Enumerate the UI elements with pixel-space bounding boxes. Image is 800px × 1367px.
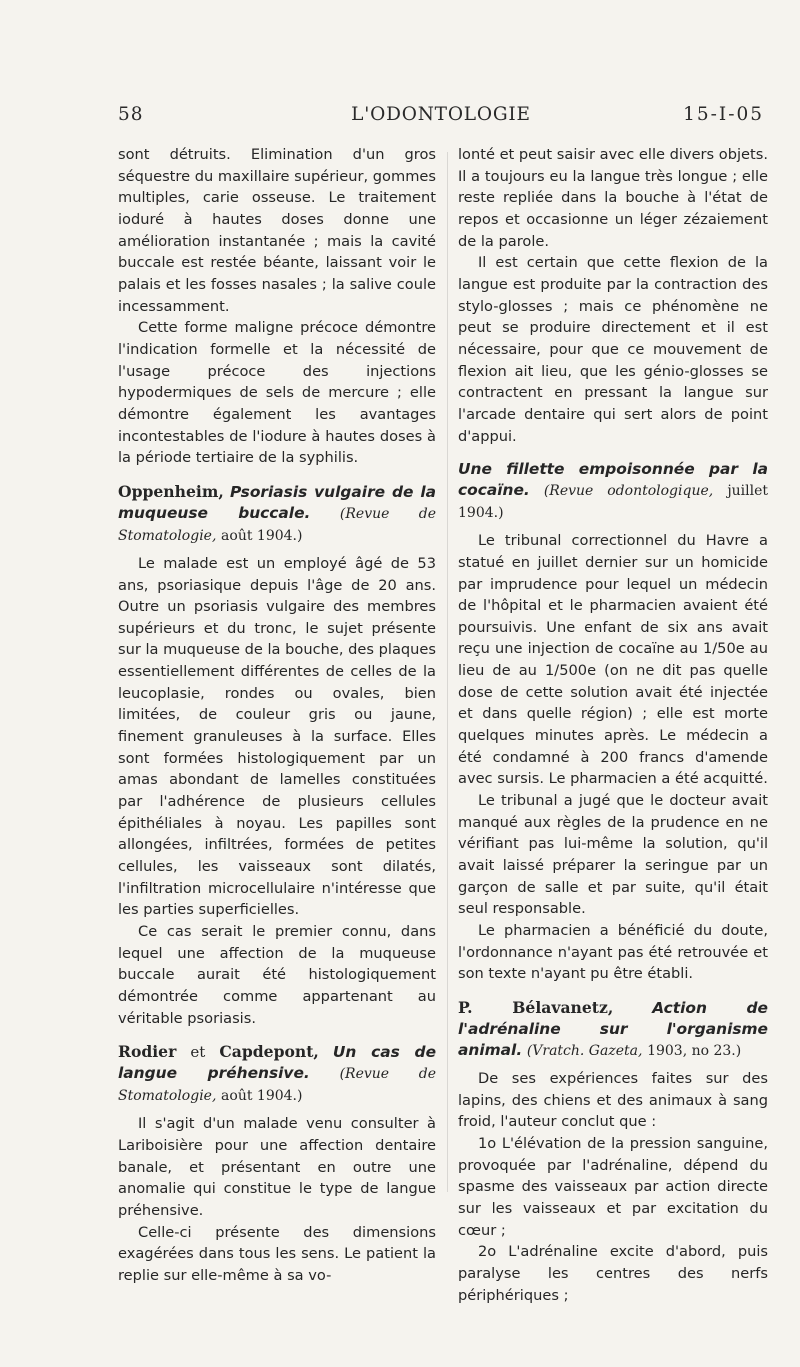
- article-heading-cocaine: [458, 459, 768, 524]
- running-header: [118, 104, 764, 134]
- article-source: (Revue de Stomatologie,: [118, 505, 436, 544]
- left-column: [118, 144, 436, 1287]
- paragraph: Il est certain que cette flexion de la langue est produite par la contraction des stylo-glosses ; mais ce phénomène ne peut se produire directement et il est nécessaire, pour que ce mouvement de flexion ait lieu, que les génio-glosses se contractent en pressant la langue sur l'arcade dentaire qui sert alors de point d'appui.: [458, 254, 768, 445]
- article-source: (Revue de Stomatologie,: [118, 1066, 436, 1105]
- paragraph: Le tribunal a jugé que le docteur avait manqué aux règles de la prudence en ne vérifiant pas lui-même la solution, qu'il avait laissé préparer la seringue par un garçon de salle et par suite, qu'il était seul responsable.: [458, 792, 768, 918]
- paragraph: sont détruits. Elimination d'un gros séquestre du maxillaire supérieur, gommes multiples, carie osseuse. Le traitement ioduré à hautes doses donne une amélioration instantanée ; mais la cavité buccale est restée béante, laissant voir le palais et les fosses nasales ; la salive coule incessamment.: [118, 146, 436, 315]
- paragraph: De ses expériences faites sur des lapins, des chiens et des animaux à sang froid, l'auteur conclut que :: [458, 1069, 768, 1131]
- article-author: Rodier: [118, 1042, 177, 1062]
- paragraph: Le pharmacien a bénéficié du doute, l'ordonnance n'ayant pas été retrouvée et son texte n'ayant pu être établi.: [458, 922, 768, 983]
- journal-title: L'ODONTOLOGIE: [351, 104, 531, 125]
- article-heading-oppenheim: [118, 481, 436, 547]
- paragraph: 2o L'adrénaline excite d'abord, puis paralyse les centres des nerfs périphériques ;: [458, 1243, 768, 1304]
- paragraph: Cette forme maligne précoce démontre l'indication formelle et la nécessité de l'usage précoce des injections hypodermiques de sels de mercure ; elle démontre également les avantages incontestables de l'iodure à hautes doses à la période tertiaire de la syphilis.: [118, 319, 436, 467]
- paragraph: Celle-ci présente des dimensions exagérées dans tous les sens. Le patient la replie sur elle-même à sa vo-: [118, 1223, 436, 1284]
- article-author: Oppenheim,: [118, 481, 224, 501]
- article-source: (Vratch. Gazeta,: [526, 1042, 643, 1059]
- article-author: P. Bélavanetz,: [458, 997, 614, 1017]
- article-title: Psoriasis vulgaire de la muqueuse buccale.: [118, 482, 436, 522]
- column-gutter: [447, 152, 448, 1192]
- paragraph: Il s'agit d'un malade venu consulter à Lariboisière pour une affection dentaire banale, et présentant en outre une anomalie qui constitue le type de langue préhensive.: [118, 1115, 436, 1219]
- article-title: Une fillette empoisonnée par la cocaïne.: [458, 460, 768, 500]
- issue-date: 15-I-05: [683, 104, 764, 125]
- article-date: août 1904.): [221, 1088, 303, 1105]
- paragraph: 1o L'élévation de la pression sanguine, provoquée par l'adrénaline, dépend du spasme des vaisseaux par action directe sur les vaisseaux et par excitation du cœur ;: [458, 1134, 768, 1239]
- paragraph: lonté et peut saisir avec elle divers objets. Il a toujours eu la langue très longue ; elle reste repliée dans la bouche à l'état de repos et occasionne un léger zézaiement de la parole.: [458, 146, 768, 250]
- conjunction: et: [190, 1043, 206, 1062]
- article-heading-rodier: [118, 1041, 436, 1107]
- paragraph: Le malade est un employé âgé de 53 ans, psoriasique depuis l'âge de 20 ans. Outre un psoriasis vulgaire des membres supérieurs et du tronc, le sujet présente sur la muqueuse de la bouche, des plaques essentiellement différentes de celles de la leucoplasie, rondes ou ovales, bien limitées, de couleur gris ou jaune, finement granuleuses à la surface. Elles sont formées histologiquement par un amas abondant de lamelles constituées par l'adhérence de plusieurs cellules épithéliales à noyau. Les papilles sont allongées, infiltrées, formées de petites cellules, les vaisseaux sont dilatés, l'infiltration microcellulaire n'intéresse que les parties superficielles.: [118, 554, 436, 919]
- paragraph: Ce cas serait le premier connu, dans lequel une affection de la muqueuse buccale aurait été histologiquement démontrée comme appartenant au véritable psoriasis.: [118, 923, 436, 1027]
- article-title: Action de l'adrénaline sur l'organisme animal.: [458, 998, 768, 1059]
- article-title: Un cas de langue préhensive.: [118, 1043, 437, 1083]
- page-number: 58: [118, 104, 144, 125]
- article-source: (Revue odontologique,: [543, 483, 714, 500]
- right-column: [458, 144, 768, 1306]
- paragraph: Le tribunal correctionnel du Havre a statué en juillet dernier sur un homicide par imprudence pour lequel un médecin de l'hôpital et le pharmacien avaient été poursuivis. Une enfant de six ans avait reçu une injection de cocaïne au 1/50e au lieu de au 1/500e (on ne dit pas quelle dose de cette solution avait été injectée et dans quelle région) ; elle est morte quelques minutes après. Le médecin a été condamné à 200 francs d'amende avec sursis. Le pharmacien a été acquitté.: [458, 532, 768, 788]
- article-author: Capdepont,: [219, 1042, 319, 1062]
- article-date: juillet 1904.): [458, 483, 769, 522]
- article-heading-belavanetz: [458, 997, 768, 1062]
- article-date: août 1904.): [221, 527, 303, 544]
- article-date: 1903, no 23.): [647, 1042, 742, 1059]
